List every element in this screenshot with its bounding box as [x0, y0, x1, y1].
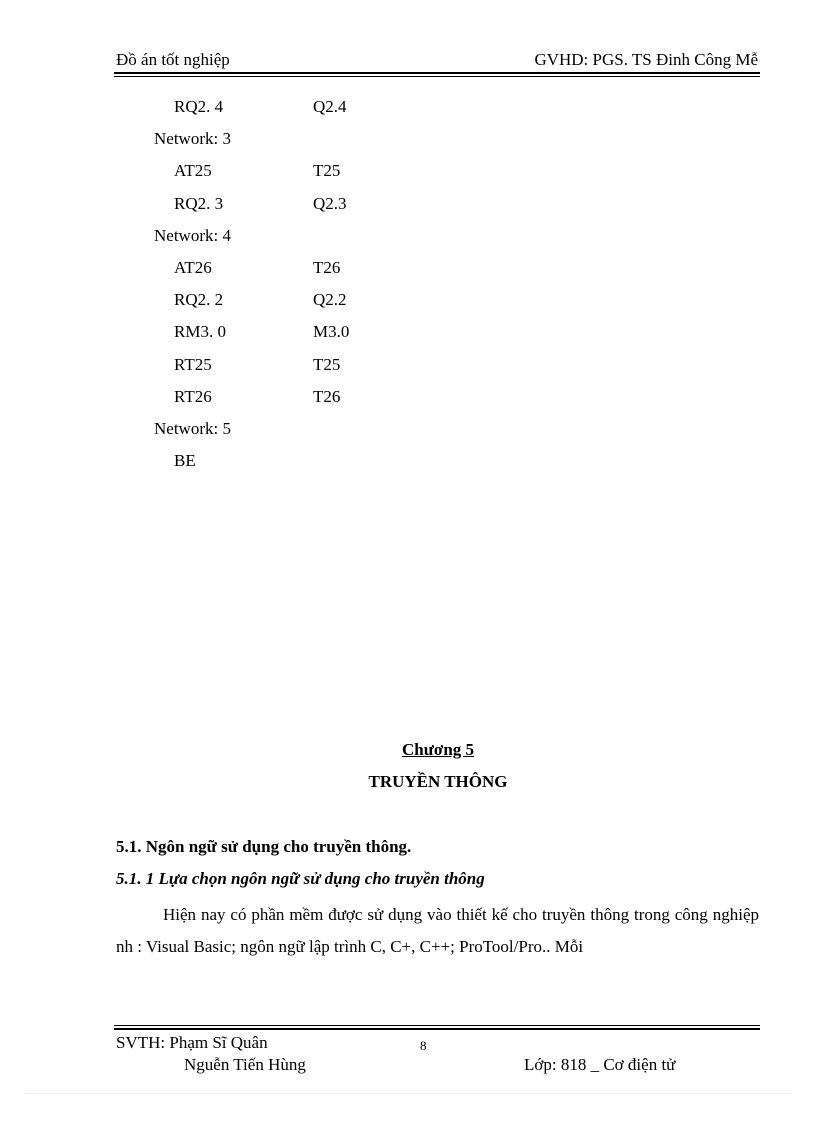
- instruction-address: T26: [313, 387, 341, 406]
- body-paragraph: Hiện nay có phần mềm được sử dụng vào thiết kế cho truyền thông trong công nghiệp nh : Visual Basic; ngôn ngữ lập trình C, C+, C++; ProTool/Pro.. Mỗi: [116, 905, 759, 956]
- instruction-operand: RM3. 0: [174, 322, 226, 341]
- page-number: 8: [420, 1038, 427, 1053]
- footer-student-1: SVTH: Phạm Sĩ Quân: [116, 1033, 268, 1052]
- instruction-operand: RQ2. 3: [174, 194, 224, 213]
- network-label: Network: 4: [154, 226, 231, 245]
- instruction-address: T25: [313, 355, 341, 374]
- chapter-title: TRUYỀN THÔNG: [368, 772, 508, 791]
- instruction-address: Q2.2: [313, 290, 347, 309]
- footer-rule-thin: [114, 1025, 760, 1026]
- instruction-address: Q2.4: [313, 97, 347, 116]
- subsection-heading: 5.1. 1 Lựa chọn ngôn ngữ sử dụng cho truyền thông: [116, 869, 485, 888]
- footer-rule-thick: [114, 1028, 760, 1030]
- header-rule-thick: [114, 72, 760, 74]
- instruction-operand: AT25: [174, 161, 212, 180]
- instruction-address: T26: [313, 258, 341, 277]
- network-label: Network: 3: [154, 129, 231, 148]
- instruction-address: Q2.3: [313, 194, 347, 213]
- footer-student-2: Nguễn Tiến Hùng: [184, 1055, 306, 1074]
- instruction-operand: RT25: [174, 355, 212, 374]
- section-heading: 5.1. Ngôn ngữ sử dụng cho truyền thông.: [116, 837, 412, 856]
- instruction-address: T25: [313, 161, 341, 180]
- header-rule-thin: [114, 76, 760, 77]
- network-label: Network: 5: [154, 419, 231, 438]
- instruction-operand: RQ2. 4: [174, 97, 224, 116]
- instruction-operand: AT26: [174, 258, 212, 277]
- instruction-operand: RT26: [174, 387, 212, 406]
- footer-class-info: Lớp: 818 _ Cơ điện tử: [524, 1055, 676, 1074]
- chapter-label: Chương 5: [401, 740, 475, 759]
- instruction-operand: BE: [174, 451, 196, 470]
- instruction-address: M3.0: [313, 322, 350, 341]
- instruction-operand: RQ2. 2: [174, 290, 224, 309]
- page-edge-divider: [24, 1093, 792, 1094]
- header-left-title: Đồ án tốt nghiệp: [116, 50, 230, 69]
- header-right-advisor: GVHD: PGS. TS Đinh Công Mễ: [534, 50, 758, 69]
